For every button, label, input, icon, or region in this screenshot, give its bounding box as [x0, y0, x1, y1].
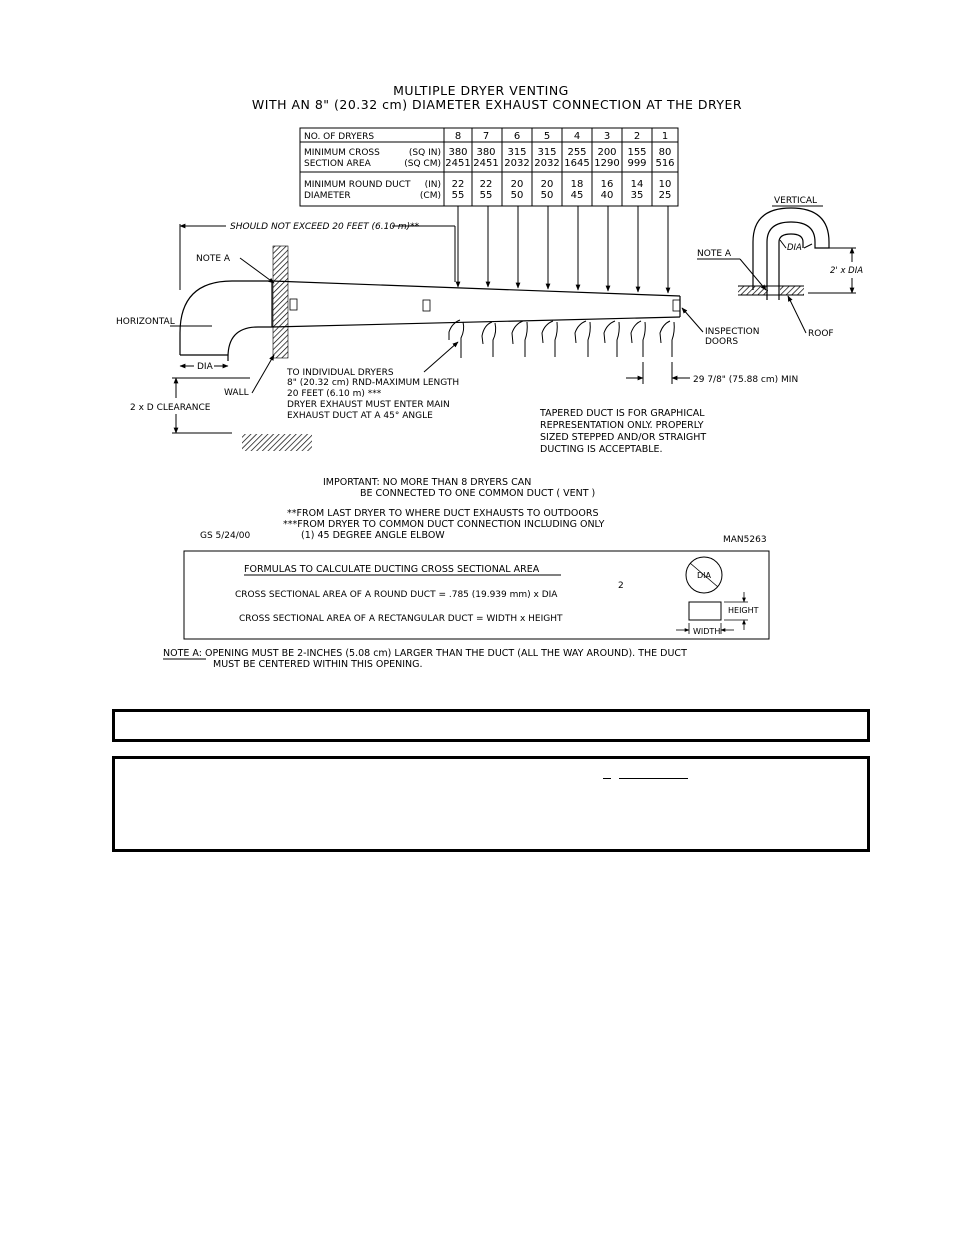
- size-arrows: [458, 206, 668, 293]
- table-cell: 5: [543, 131, 551, 142]
- table-cell: 50: [540, 190, 554, 201]
- table-cell: 55: [451, 190, 465, 201]
- table-row-unit: (CM): [419, 191, 441, 201]
- to-dryers-line4: DRYER EXHAUST MUST ENTER MAIN: [287, 400, 450, 410]
- table-cell: 22: [479, 179, 493, 190]
- diagram-title-line1: MULTIPLE DRYER VENTING: [393, 83, 569, 98]
- table-row-label: MINIMUM CROSS: [304, 148, 380, 158]
- gs-date-label: GS 5/24/00: [200, 531, 251, 541]
- wall: [273, 246, 288, 358]
- dryer-connections: [449, 320, 674, 358]
- empty-box-top: [112, 709, 870, 742]
- table-cell: 7: [482, 131, 490, 142]
- table-row-label: DIAMETER: [304, 191, 351, 201]
- table-row-unit: (SQ IN): [408, 148, 441, 158]
- table-cell: 380: [476, 147, 496, 158]
- to-dryers-line2: 8" (20.32 cm) RND-MAXIMUM LENGTH: [287, 378, 460, 388]
- should-not-exceed-label: SHOULD NOT EXCEED 20 FEET (6.10 m)**: [230, 222, 420, 232]
- table-row-label: MINIMUM ROUND DUCT: [304, 180, 411, 190]
- rect-duct-icon: [689, 602, 721, 620]
- tapered-note-line1: TAPERED DUCT IS FOR GRAPHICAL: [540, 408, 705, 419]
- dia-vertical-label: DIA: [787, 243, 802, 253]
- to-dryers-line1: TO INDIVIDUAL DRYERS: [287, 368, 394, 378]
- underline-mark: [603, 778, 611, 779]
- table-cell: 2032: [534, 158, 560, 169]
- table-cell: 2451: [445, 158, 471, 169]
- clearance-label: 2 x D CLEARANCE: [130, 403, 211, 413]
- table-cell: 10: [658, 179, 672, 190]
- diagram-title-line2: WITH AN 8" (20.32 cm) DIAMETER EXHAUST CONNECTION AT THE DRYER: [251, 97, 743, 112]
- vertical-label: VERTICAL: [774, 196, 818, 206]
- table-cell: 2: [633, 131, 641, 142]
- table-cell: 3: [603, 131, 611, 142]
- formula-round: CROSS SECTIONAL AREA OF A ROUND DUCT = .785 (19.939 mm) x DIA: [235, 590, 558, 600]
- table-cell: 14: [630, 179, 644, 190]
- table-cell: 155: [627, 147, 647, 158]
- table-cell: 2451: [473, 158, 499, 169]
- formula-width-label: WIDTH: [693, 627, 721, 636]
- table-cell: 516: [655, 158, 675, 169]
- formula-title: FORMULAS TO CALCULATE DUCTING CROSS SECTIONAL AREA: [244, 564, 540, 575]
- table-cell: 18: [570, 179, 584, 190]
- footnote-2: ***FROM DRYER TO COMMON DUCT CONNECTION INCLUDING ONLY: [283, 519, 605, 530]
- note-a-vertical-label: NOTE A: [697, 249, 732, 259]
- man-number-label: MAN5263: [723, 535, 767, 545]
- table-cell: 6: [513, 131, 521, 142]
- wall-label: WALL: [224, 388, 249, 398]
- table-cell: 55: [479, 190, 493, 201]
- roof-label: ROOF: [808, 329, 834, 339]
- table-cell: 380: [448, 147, 468, 158]
- roof-right: [780, 286, 804, 295]
- table-cell: 16: [600, 179, 614, 190]
- dia-label: DIA: [197, 362, 213, 372]
- table-row-unit: (IN): [424, 180, 441, 190]
- table-cell: 4: [573, 131, 581, 142]
- table-cell: 80: [658, 147, 672, 158]
- spacing-dimension: [626, 362, 690, 384]
- tapered-note-line4: DUCTING IS ACCEPTABLE.: [540, 444, 663, 455]
- note-a-line1: NOTE A: OPENING MUST BE 2-INCHES (5.08 cm) LARGER THAN THE DUCT (ALL THE WAY AROUND). THE DUCT: [163, 648, 687, 659]
- table-cell: 50: [510, 190, 524, 201]
- to-dryers-line3: 20 FEET (6.10 m) ***: [287, 389, 382, 399]
- table-cell: 45: [570, 190, 584, 201]
- formula-height-label: HEIGHT: [728, 606, 759, 615]
- note-a-label: NOTE A: [196, 254, 231, 264]
- table-cell: 200: [597, 147, 617, 158]
- table-row-unit: (SQ CM): [404, 159, 441, 169]
- footnote-3: (1) 45 DEGREE ANGLE ELBOW: [301, 530, 445, 541]
- empty-box-bottom: [112, 756, 870, 852]
- min-spacing-label: 29 7/8" (75.88 cm) MIN: [693, 375, 799, 385]
- important-line2: BE CONNECTED TO ONE COMMON DUCT ( VENT ): [360, 488, 596, 499]
- table-cell: 999: [627, 158, 647, 169]
- tapered-note-line3: SIZED STEPPED AND/OR STRAIGHT: [540, 432, 707, 443]
- table-cell: 1645: [564, 158, 590, 169]
- table-cell: 8: [454, 131, 462, 142]
- table-cell: 2032: [504, 158, 530, 169]
- two-x-dia-label: 2' x DIA: [830, 266, 864, 276]
- table-row-label: SECTION AREA: [304, 159, 371, 169]
- table-cell: 315: [507, 147, 527, 158]
- main-duct: [180, 281, 680, 361]
- table-cell: 1290: [594, 158, 620, 169]
- footnote-1: **FROM LAST DRYER TO WHERE DUCT EXHAUSTS TO OUTDOORS: [287, 508, 599, 519]
- floor-ground: [242, 434, 312, 451]
- inspection-label-line1: INSPECTION: [705, 327, 760, 337]
- table-cell: 40: [600, 190, 614, 201]
- to-dryers-line5: EXHAUST DUCT AT A 45° ANGLE: [287, 411, 433, 421]
- formula-rect: CROSS SECTIONAL AREA OF A RECTANGULAR DUCT = WIDTH x HEIGHT: [239, 614, 563, 624]
- tapered-note-line2: REPRESENTATION ONLY. PROPERLY: [540, 420, 704, 431]
- underline-mark-2: [619, 778, 688, 779]
- formula-round-superscript: 2: [618, 581, 624, 591]
- table-cell: 22: [451, 179, 465, 190]
- formula-dia-label: DIA: [697, 571, 711, 580]
- horizontal-label: HORIZONTAL: [116, 317, 175, 327]
- table-cell: 20: [510, 179, 524, 190]
- table-cell: 20: [540, 179, 554, 190]
- table-row-label: NO. OF DRYERS: [304, 132, 375, 142]
- table-cell: 1: [661, 131, 669, 142]
- note-a-line2: MUST BE CENTERED WITHIN THIS OPENING.: [213, 659, 423, 670]
- important-line1: IMPORTANT: NO MORE THAN 8 DRYERS CAN: [323, 477, 532, 488]
- table-cell: 25: [658, 190, 672, 201]
- table-cell: 315: [537, 147, 557, 158]
- inspection-label-line2: DOORS: [705, 337, 739, 347]
- inspection-doors: [290, 299, 680, 311]
- table-cell: 255: [567, 147, 587, 158]
- table-cell: 35: [630, 190, 644, 201]
